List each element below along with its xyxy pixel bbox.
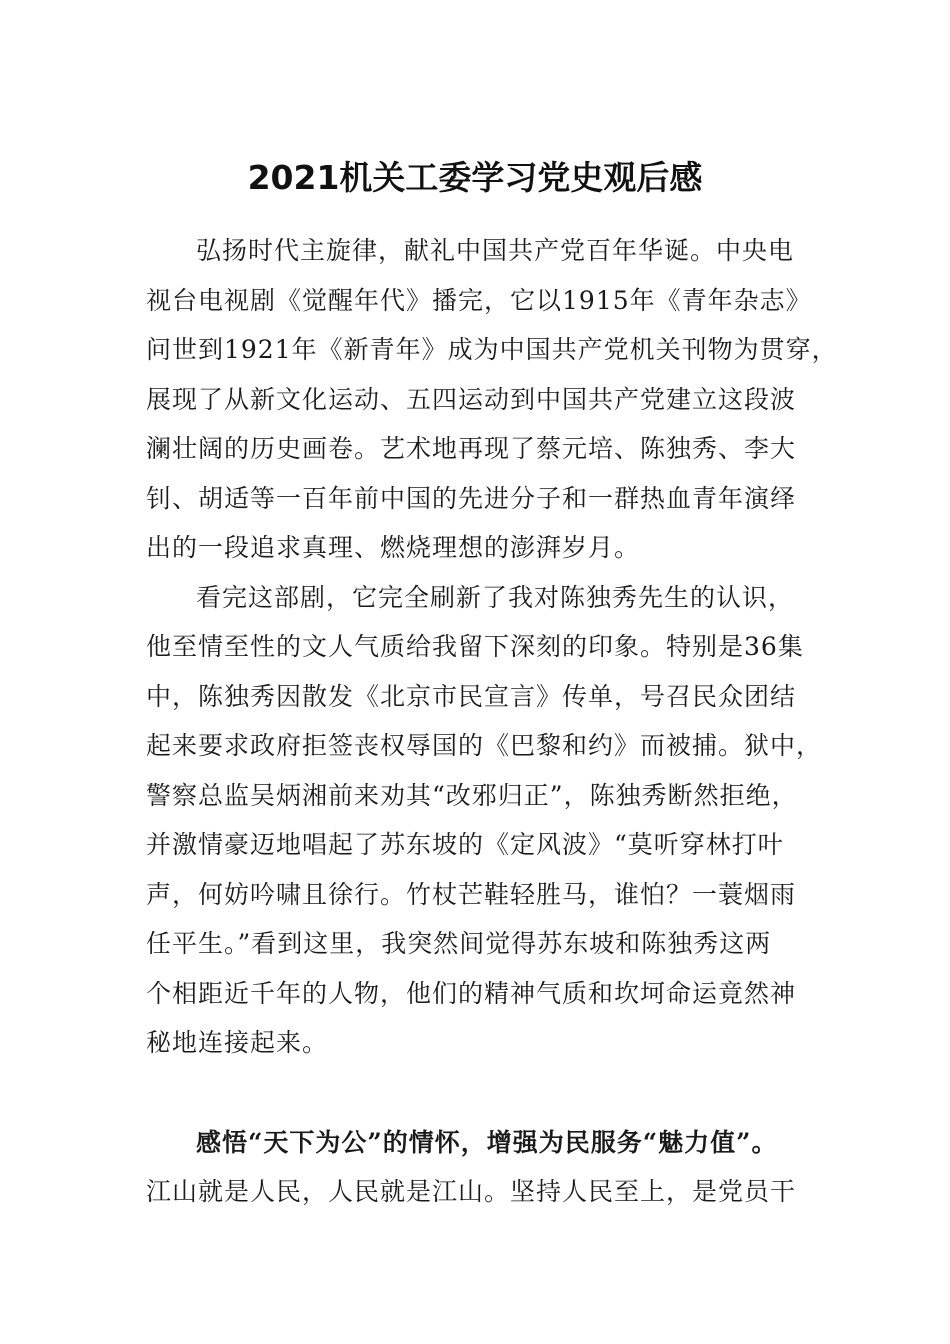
text-line: 声，何妨吟啸且徐行。竹杖芒鞋轻胜马，谁怕？一蓑烟雨 (146, 879, 797, 909)
text-line: 澜壮阔的历史画卷。艺术地再现了蔡元培、陈独秀、李大 (146, 434, 797, 463)
text-line: 展现了从新文化运动、五四运动到中国共产党建立这段波 (146, 384, 797, 414)
text-line: 看完这部剧，它完全刷新了我对陈独秀先生的认识， (196, 582, 795, 612)
paragraph-spacer (146, 1068, 806, 1118)
paragraph-2 (146, 573, 823, 1068)
text-line: 任平生。”看到这里，我突然间觉得苏东坡和陈独秀这两 (146, 929, 772, 958)
text-line: 江山就是人民，人民就是江山。坚持人民至上，是党员干 (146, 1177, 797, 1206)
text-line: 起来要求政府拒签丧权辱国的《巴黎和约》而被捕。狱中， (146, 731, 823, 760)
text-line: 并激情豪迈地唱起了苏东坡的《定风波》“莫听穿林打叶 (146, 830, 784, 859)
document-title: 2021机关工委学习党史观后感 (247, 158, 703, 197)
text-line: 问世到1921年《新青年》成为中国共产党机关刊物为贯穿， (146, 335, 838, 364)
text-line: 他至情至性的文人气质给我留下深刻的印象。特别是36集 (146, 632, 804, 661)
text-line: 钊、胡适等一百年前中国的先进分子和一群热血青年演绎 (146, 483, 797, 513)
text-line: 个相距近千年的人物，他们的精神气质和坎坷命运竟然神 (146, 978, 797, 1008)
paragraph-1 (146, 226, 838, 573)
text-line: 秘地连接起来。 (146, 1028, 329, 1057)
text-line: 中，陈独秀因散发《北京市民宣言》传单，号召民众团结 (146, 681, 797, 711)
document-body (146, 226, 838, 1217)
paragraph-3 (146, 1118, 806, 1217)
section-heading-line: 感悟“天下为公”的情怀，增强为民服务“魅力值”。 (196, 1127, 778, 1157)
text-line: 弘扬时代主旋律，献礼中国共产党百年华诞。中央电 (196, 236, 795, 265)
text-line: 警察总监吴炳湘前来劝其“改邪归正”，陈独秀断然拒绝， (146, 780, 798, 810)
text-line: 出的一段追求真理、燃烧理想的澎湃岁月。 (146, 533, 641, 562)
text-line: 视台电视剧《觉醒年代》播完，它以1915年《青年杂志》 (146, 285, 812, 315)
